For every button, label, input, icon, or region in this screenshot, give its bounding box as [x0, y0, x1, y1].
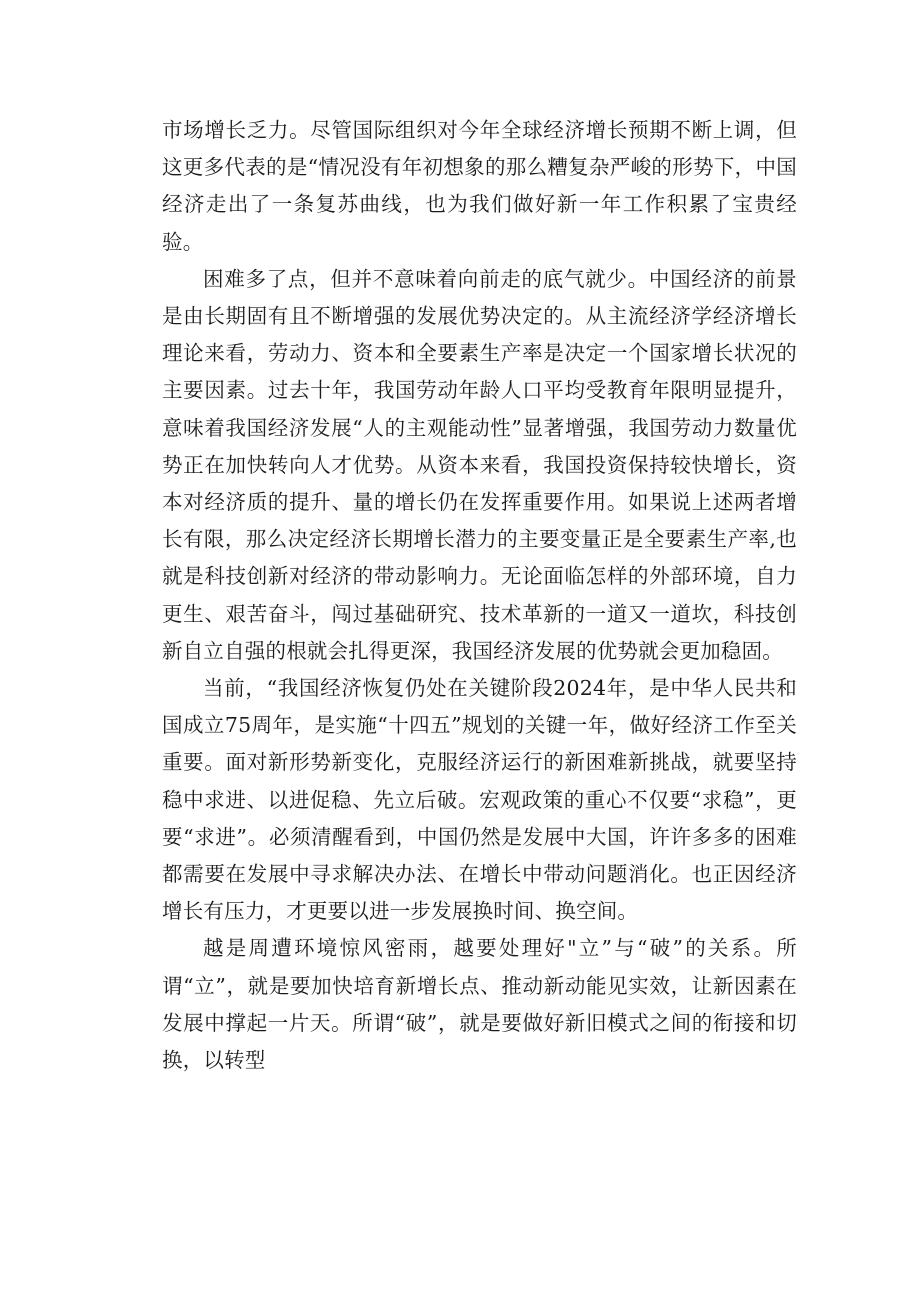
document-body [162, 112, 797, 1079]
paragraph-4: 越是周遭环境惊风密雨，越要处理好"立”与“破”的关系。所谓“立”，就是要加快培育新增长点、推动新动能见实效，让新因素在发展中撑起一片天。所谓“破”，就是要做好新旧模式之间的衔接和切换，以转型 [162, 936, 797, 1073]
paragraph-2: 困难多了点，但并不意味着向前走的底气就少。中国经济的前景是由长期固有且不断增强的发展优势决定的。从主流经济学经济增长理论来看，劳动力、资本和全要素生产率是决定一个国家增长状况的主要因素。过去十年，我国劳动年龄人口平均受教育年限明显提升，意味着我国经济发展“人的主观能动性”显著增强，我国劳动力数量优势正在加快转向人才优势。从资本来看，我国投资保持较快增长，资本对经济质的提升、量的增长仍在发挥重要作用。如果说上述两者增长有限，那么决定经济长期增长潜力的主要变量正是全要素生产率,也就是科技创新对经济的带动影响力。无论面临怎样的外部环境，自力更生、艰苦奋斗，闯过基础研究、技术革新的一道又一道坎，科技创新自立自强的根就会扎得更深，我国经济发展的优势就会更加稳固。 [162, 266, 797, 663]
paragraph-1: 市场增长乏力。尽管国际组织对今年全球经济增长预期不断上调，但这更多代表的是“情况没有年初想象的那么糟复杂严峻的形势下，中国经济走出了一条复苏曲线，也为我们做好新一年工作积累了宝贵经验。 [162, 118, 797, 254]
paragraph-3: 当前，“我国经济恢复仍处在关键阶段2024年，是中华人民共和国成立75周年，是实施“十四五”规划的关键一年，做好经济工作至关重要。面对新形势新变化，克服经济运行的新困难新挑战，就要坚持稳中求进、以进促稳、先立后破。宏观政策的重心不仅要“求稳”，更要“求进”。必须清醒看到，中国仍然是发展中大国，许许多多的困难都需要在发展中寻求解决办法、在增长中带动问题消化。也正因经济增长有压力，才更要以进一步发展换时间、换空间。 [162, 676, 797, 924]
